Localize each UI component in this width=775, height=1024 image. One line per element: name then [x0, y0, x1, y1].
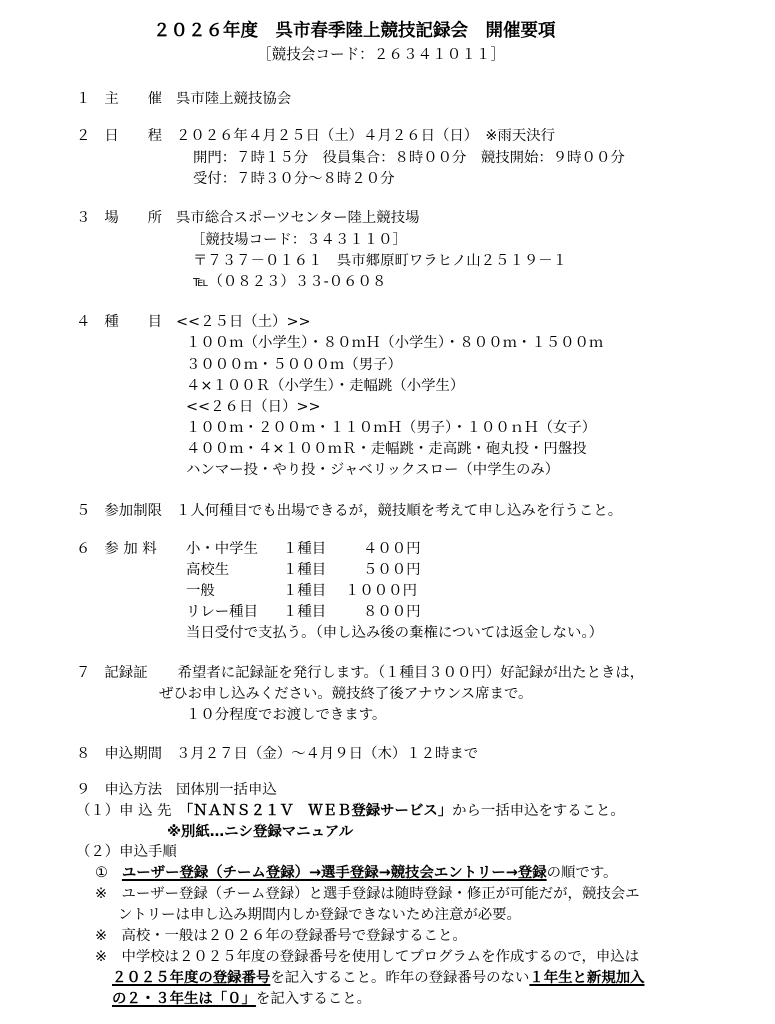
section-label: 場 所	[104, 210, 162, 226]
note1-line1: ※ ユーザー登録（チーム登録）と選手登録は随時登録・修正が可能だが，競技会エ	[95, 886, 640, 902]
fee-unit: １種目	[283, 583, 327, 599]
fee-category: リレー種目	[186, 604, 258, 620]
section-certificate	[76, 664, 644, 682]
events-day1-line1: １００ｍ（小学生）・８０ｍＨ（小学生）・８００ｍ・１５００ｍ	[186, 335, 604, 351]
section-period	[76, 745, 478, 763]
step-mark: ①	[95, 865, 108, 881]
venue-name: 呉市総合スポーツセンター陸上競技場	[175, 210, 420, 226]
section-label: 申込方法	[104, 782, 162, 798]
fee-amount: ５００円	[363, 562, 421, 578]
organizer-value: 呉市陸上競技協会	[175, 91, 292, 107]
section-number: ３	[76, 210, 91, 226]
section-venue	[76, 209, 419, 227]
nans-service-name: 「ＮＡＮＳ２１Ｖ ＷＥＢ登録サービス」	[185, 803, 453, 819]
schedule-date: ２０２６年４月２５日（土）４月２６日（日） ※雨天決行	[175, 128, 556, 144]
limit-text: １人何種目でも出場できるが，競技順を考えて申し込みを行うこと。	[175, 503, 623, 519]
note1-line2: ントリーは申し込み期間内しか登録できないため注意が必要。	[118, 907, 521, 923]
venue-code: ［競技場コード：３４３１１０］	[191, 232, 407, 248]
section-number: ７	[76, 665, 91, 681]
competition-code: ［競技会コード：２６３４１０１１］	[257, 46, 506, 63]
certificate-line3: １０分程度でお渡しできます。	[186, 707, 387, 723]
item1-prefix: （１）申 込 先	[76, 803, 186, 819]
section-number: ９	[76, 782, 91, 798]
section-label: 参 加 料	[104, 541, 157, 557]
new-members-emphasis: １年生と新規加入	[529, 970, 645, 986]
page-title: ２０２６年度 呉市春季陸上競技記録会 開催要項	[153, 21, 556, 41]
section-number: １	[76, 91, 91, 107]
section-number: ２	[76, 128, 91, 144]
method-step1	[95, 864, 617, 882]
registration-number-emphasis: ２０２５年度の登録番号	[112, 970, 271, 986]
method-item2: （２）申込手順	[76, 844, 177, 860]
events-day1-line2: ３０００ｍ・５０００ｍ（男子）	[186, 357, 402, 373]
method-text: 団体別一括申込	[175, 782, 277, 798]
events-day2-line3: ハンマー投・やり投・ジャベリックスロー（中学生のみ）	[186, 462, 560, 478]
section-label: 日 程	[104, 128, 162, 144]
section-number: ４	[76, 314, 91, 330]
section-number: ６	[76, 541, 91, 557]
fee-category: 小・中学生	[186, 541, 258, 557]
note3-end: を記入すること。	[255, 991, 372, 1007]
step-flow: ユーザー登録（チーム登録）→選手登録→競技会エントリー→登録	[121, 865, 547, 881]
section-events	[76, 313, 311, 331]
section-fees	[76, 540, 157, 558]
fee-amount: ４００円	[363, 541, 421, 557]
fee-category: 高校生	[186, 562, 230, 578]
venue-tel: ℡（０８２３）３３-０６０８	[193, 274, 387, 290]
section-label: 種 目	[104, 314, 162, 330]
note3-line3	[112, 990, 371, 1008]
manual-reference: ※別紙…ニシ登録マニュアル	[167, 824, 354, 840]
fee-amount: １０００円	[345, 583, 417, 599]
section-number: ５	[76, 503, 91, 519]
venue-address: 〒７３７－０１６１ 呉市郷原町ワラヒノ山２５１９－１	[193, 253, 568, 269]
fee-unit: １種目	[283, 604, 327, 620]
section-organizer	[76, 90, 291, 108]
note3-line2	[112, 969, 645, 987]
item1-suffix: から一括申込をすること。	[452, 803, 625, 819]
step-suffix: の順です。	[546, 865, 618, 881]
section-number: ８	[76, 746, 91, 762]
certificate-line1: 希望者に記録証を発行します。（１種目３００円）好記録が出たときは，	[177, 665, 645, 681]
section-label: 申込期間	[104, 746, 162, 762]
fee-unit: １種目	[283, 541, 327, 557]
events-day1-line3: ４×１００Ｒ（小学生）・走幅跳（小学生）	[186, 378, 465, 394]
period-text: ３月２７日（金）～４月９日（木）１２時まで	[175, 746, 479, 762]
fee-category: 一般	[186, 583, 215, 599]
events-day1-heading: <<２５日（土）>>	[175, 314, 311, 330]
section-label: 主 催	[104, 91, 162, 107]
method-item1	[76, 802, 625, 820]
certificate-line2: ぜひお申し込みください。競技終了後アナウンス席まで。	[159, 686, 533, 702]
events-day2-heading: <<２６日（日）>>	[186, 399, 321, 415]
section-schedule	[76, 127, 555, 145]
section-method	[76, 781, 277, 799]
note2: ※ 高校・一般は２０２６年の登録番号で登録すること。	[95, 928, 467, 944]
note3-mid: を記入すること。昨年の登録番号のない	[270, 970, 530, 986]
events-day2-line2: ４００ｍ・４×１００ｍＲ・走幅跳・走高跳・砲丸投・円盤投	[186, 441, 587, 457]
section-label: 参加制限	[104, 503, 162, 519]
fee-amount: ８００円	[363, 604, 421, 620]
fee-unit: １種目	[283, 562, 327, 578]
note3-line1: ※ 中学校は２０２５年度の登録番号を使用してプログラムを作成するので，申込は	[95, 949, 640, 965]
schedule-times: 開門：７時１５分 役員集合：８時００分 競技開始：９時００分	[193, 150, 625, 166]
section-limit	[76, 502, 622, 520]
section-label: 記録証	[104, 665, 148, 681]
zero-entry-emphasis: の２・３年生は「０」	[112, 991, 256, 1007]
schedule-reception: 受付：７時３０分～８時２０分	[193, 171, 395, 187]
events-day2-line1: １００ｍ・２００ｍ・１１０ｍＨ（男子）・１００ｎＨ（女子）	[186, 420, 597, 436]
fee-note: 当日受付で支払う。（申し込み後の棄権については返金しない。）	[186, 625, 604, 641]
